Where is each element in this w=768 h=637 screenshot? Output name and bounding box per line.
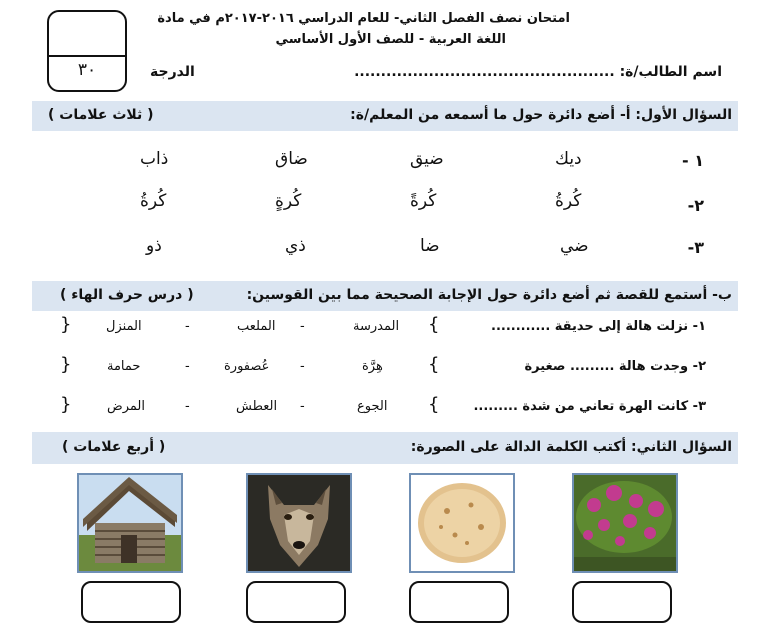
choice2-open-brace: { <box>428 354 440 375</box>
choice3-option3[interactable]: المرض <box>107 399 145 414</box>
grade-box-divider <box>49 55 125 57</box>
row2-number: ٢- <box>687 196 704 215</box>
choice3-dash1: - <box>300 399 305 414</box>
row2-word4[interactable]: كُرةُ <box>140 191 167 211</box>
answer-box-hut[interactable] <box>81 581 181 623</box>
section1-title: السؤال الأول: أ- أضع دائرة حول ما أسمعه من المعلم/ة: <box>350 107 732 123</box>
row2-word2[interactable]: كُرةً <box>410 191 437 211</box>
choice2-close-brace: } <box>60 354 72 375</box>
choice1-dash1: - <box>300 319 305 334</box>
section1b-lesson: ( درس حرف الهاء ) <box>60 287 194 303</box>
choice1-sentence: ١- نزلت هالة إلى حديقة ............ <box>491 319 706 334</box>
choice1-option1[interactable]: المدرسة <box>353 319 400 334</box>
row3-word3[interactable]: ذي <box>285 236 306 256</box>
section2-marks: ( أربع علامات ) <box>62 439 166 455</box>
choice2-dash1: - <box>300 359 305 374</box>
row2-word1[interactable]: كُرةُ <box>555 191 582 211</box>
section1-marks: ( ثلاث علامات ) <box>48 107 154 123</box>
answer-box-bread[interactable] <box>409 581 509 623</box>
section2-title: السؤال الثاني: أكتب الكلمة الدالة على الصورة: <box>410 439 732 455</box>
choice2-sentence: ٢- وجدت هالة ......... صغيرة <box>524 359 706 374</box>
choice3-dash2: - <box>185 399 190 414</box>
row1-word3[interactable]: ضاق <box>275 149 308 169</box>
row2-word3[interactable]: كُرةٍ <box>275 191 302 211</box>
choice3-option1[interactable]: الجوع <box>357 399 388 414</box>
answer-box-wolf[interactable] <box>246 581 346 623</box>
flower-bush-icon <box>572 473 678 573</box>
choice1-dash2: - <box>185 319 190 334</box>
choice1-open-brace: { <box>428 314 440 335</box>
choice1-close-brace: } <box>60 314 72 335</box>
choice2-option2[interactable]: عُصفورة <box>224 359 270 374</box>
row1-word1[interactable]: ديك <box>555 149 582 169</box>
choice1-option3[interactable]: المنزل <box>106 319 142 334</box>
grade-box <box>47 10 127 92</box>
choice1-option2[interactable]: الملعب <box>237 319 276 334</box>
wooden-hut-icon <box>77 473 183 573</box>
row1-word4[interactable]: ذاب <box>140 149 169 169</box>
section1b-title: ب- أستمع للقصة ثم أضع دائرة حول الإجابة الصحيحة مما بين القوسين: <box>246 287 732 303</box>
row3-word2[interactable]: ضا <box>420 236 440 256</box>
choice2-dash2: - <box>185 359 190 374</box>
choice2-option1[interactable]: هِرَّة <box>362 359 383 374</box>
row3-number: ٣- <box>687 238 704 257</box>
bread-icon <box>409 473 515 573</box>
choice3-close-brace: } <box>60 394 72 415</box>
exam-title-line1: امتحان نصف الفصل الثاني- للعام الدراسي ٢٠١٦-٢٠١٧م في مادة <box>157 11 570 26</box>
grade-label: الدرجة <box>150 64 195 80</box>
answer-box-flower[interactable] <box>572 581 672 623</box>
choice3-option2[interactable]: العطش <box>236 399 278 414</box>
row1-number: ١ - <box>682 151 704 170</box>
student-name-field[interactable]: اسم الطالب/ة: ................................................. <box>354 64 722 80</box>
row3-word1[interactable]: ضي <box>560 236 589 256</box>
choice3-sentence: ٣- كانت الهرة تعاني من شدة ......... <box>473 399 706 414</box>
wolf-icon <box>246 473 352 573</box>
choice2-option3[interactable]: حمامة <box>107 359 141 374</box>
choice3-open-brace: { <box>428 394 440 415</box>
row1-word2[interactable]: ضيق <box>410 149 444 169</box>
exam-title-line2: اللغة العربية - للصف الأول الأساسي <box>275 32 506 47</box>
grade-value: ٣٠ <box>77 60 97 80</box>
row3-word4[interactable]: ذو <box>146 236 162 256</box>
